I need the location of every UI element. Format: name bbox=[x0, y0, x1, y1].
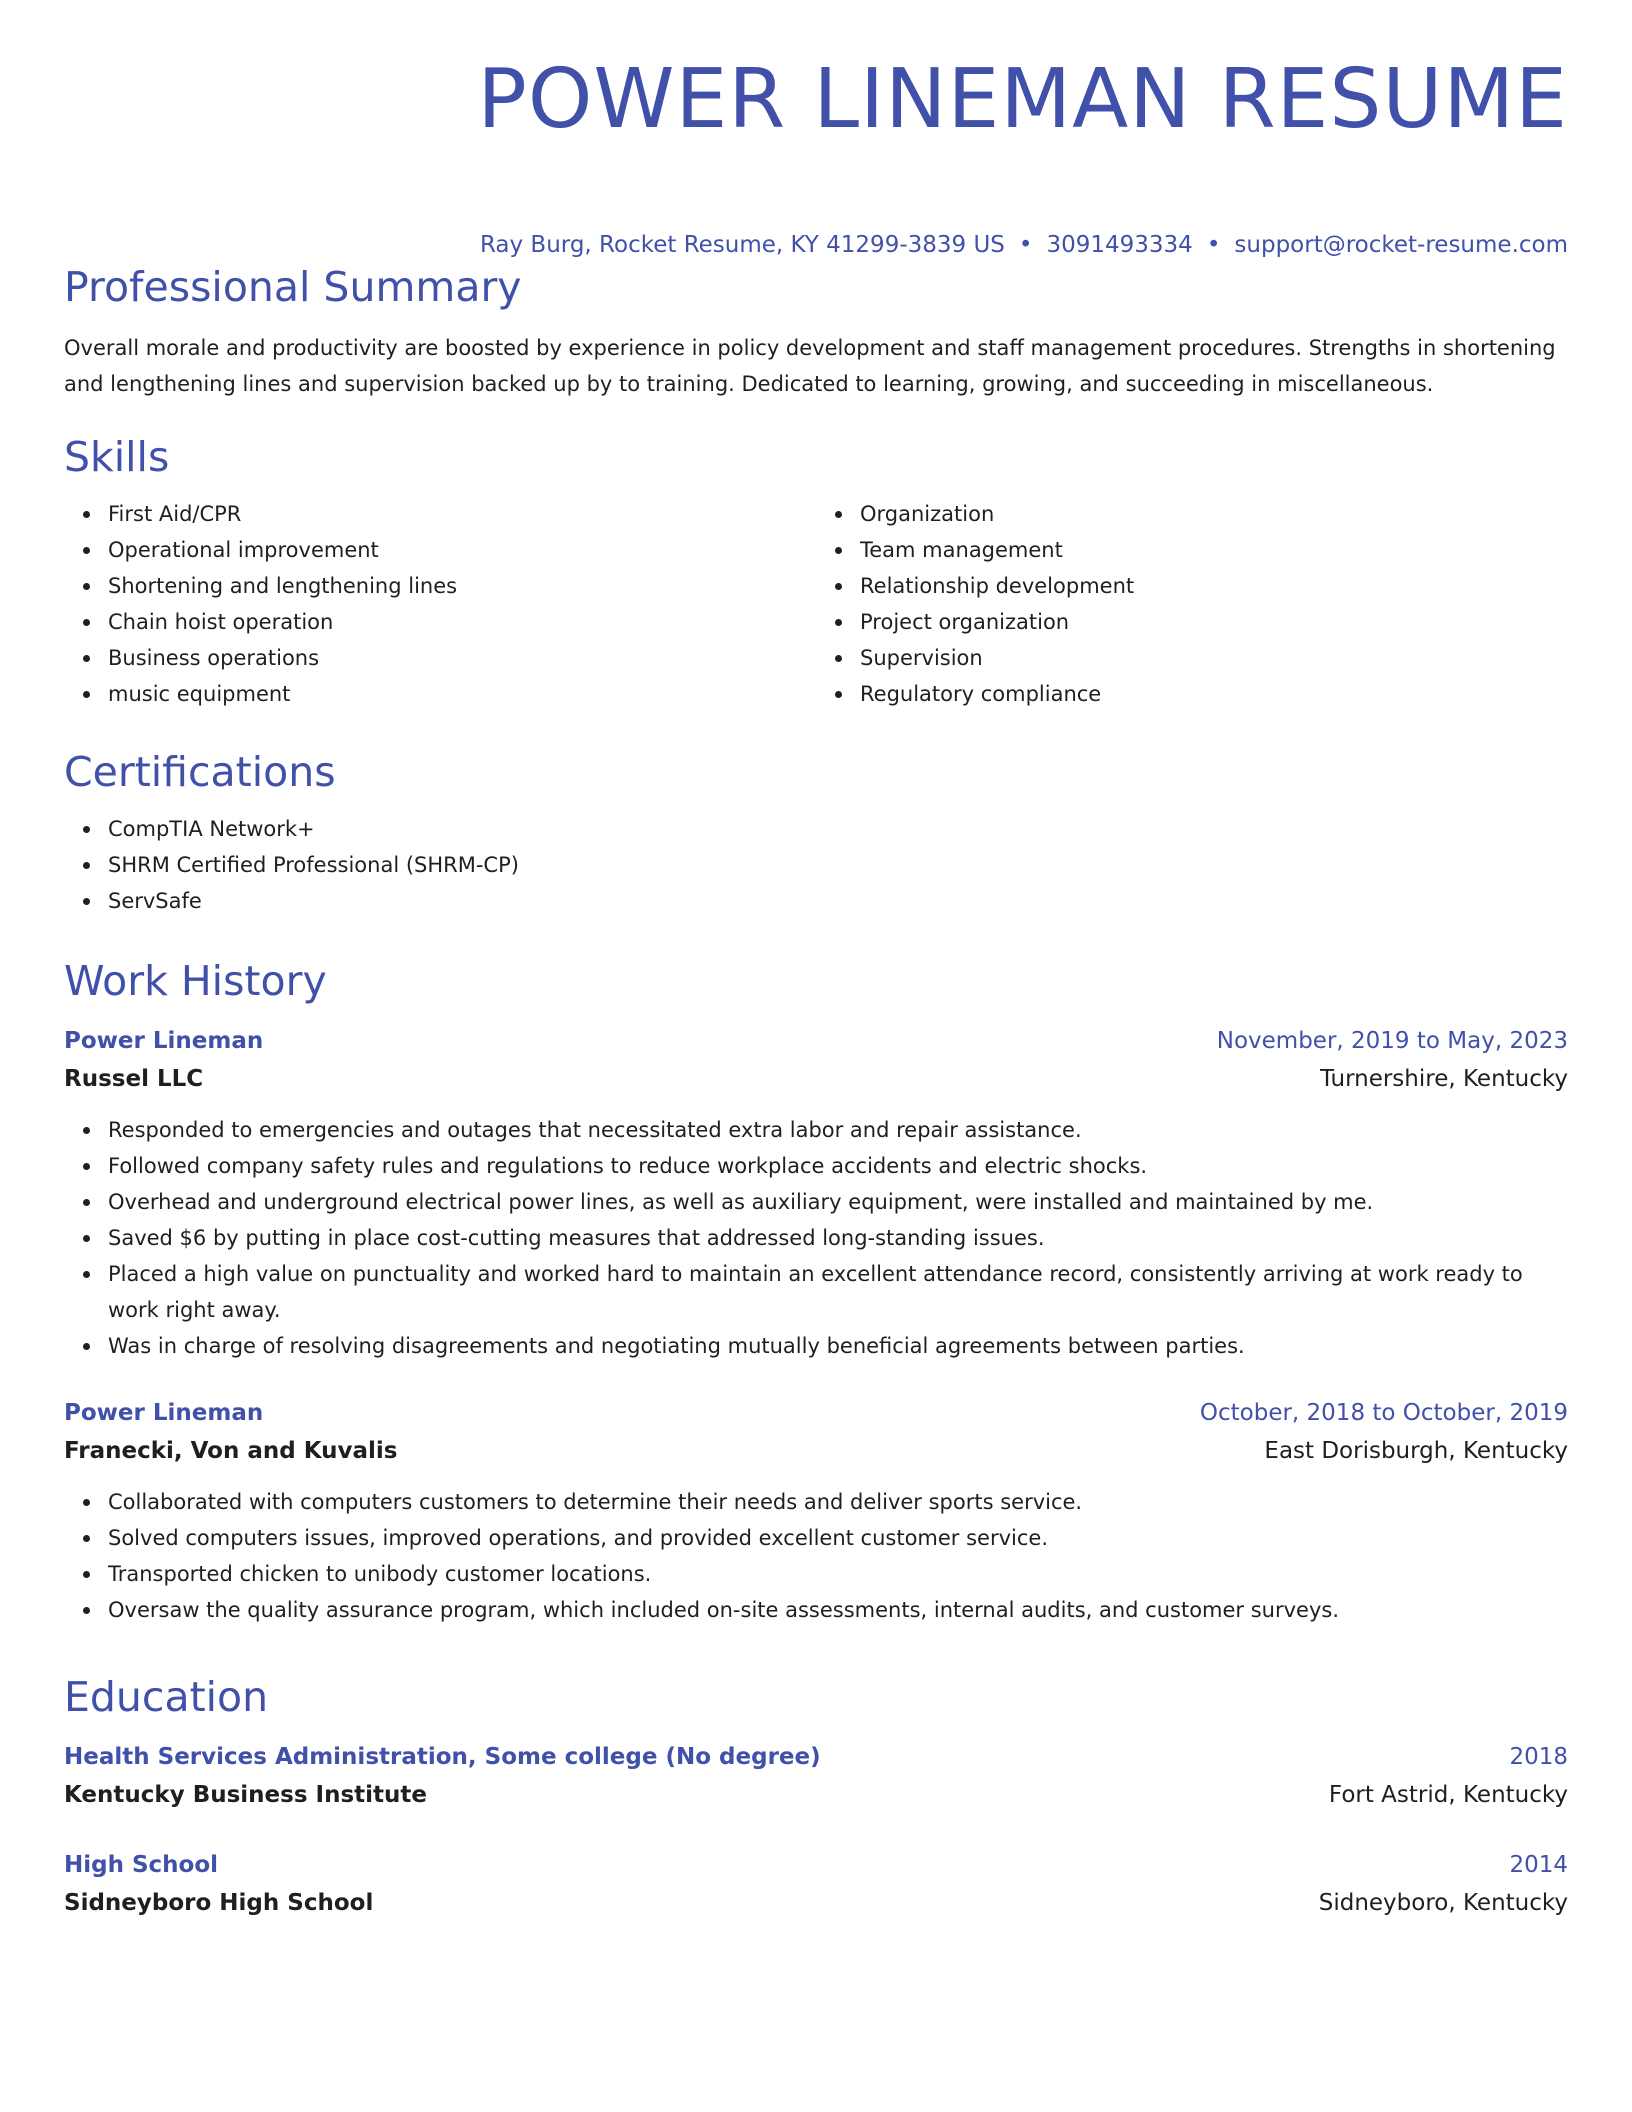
section-heading: Professional Summary bbox=[64, 263, 522, 311]
section-heading: Education bbox=[64, 1673, 269, 1721]
job-bullet: Transported chicken to unibody customer locations. bbox=[108, 1556, 1568, 1592]
job-location: Turnershire, Kentucky bbox=[1319, 1066, 1568, 1092]
contact-address: Ray Burg, Rocket Resume, KY 41299-3839 US bbox=[479, 232, 1005, 258]
job-bullet: Overhead and underground electrical power lines, as well as auxiliary equipment, were installed and maintained by me. bbox=[108, 1184, 1568, 1220]
education-location: Sidneyboro, Kentucky bbox=[1318, 1890, 1568, 1916]
job-entry bbox=[64, 1022, 1568, 1364]
job-employer: Franecki, Von and Kuvalis bbox=[64, 1438, 398, 1464]
job-header-row bbox=[64, 1022, 1568, 1060]
job-dates: November, 2019 to May, 2023 bbox=[1216, 1028, 1568, 1054]
job-bullet: Was in charge of resolving disagreements and negotiating mutually beneficial agreements between parties. bbox=[108, 1328, 1568, 1364]
job-bullet: Responded to emergencies and outages that necessitated extra labor and repair assistance. bbox=[108, 1112, 1568, 1148]
education-header-row bbox=[64, 1846, 1568, 1884]
education-entry bbox=[64, 1846, 1568, 1922]
work-history-section bbox=[64, 956, 1568, 1628]
job-bullet: Saved $6 by putting in place cost-cutting measures that addressed long-standing issues. bbox=[108, 1220, 1568, 1256]
skill-item: Business operations bbox=[108, 640, 816, 676]
job-bullets bbox=[64, 1484, 1568, 1628]
skill-item: Shortening and lengthening lines bbox=[108, 568, 816, 604]
skill-item: Operational improvement bbox=[108, 532, 816, 568]
education-school: Kentucky Business Institute bbox=[64, 1782, 427, 1808]
contact-line bbox=[64, 230, 1568, 260]
education-school-row bbox=[64, 1884, 1568, 1922]
education-school-row bbox=[64, 1776, 1568, 1814]
skill-item: Regulatory compliance bbox=[860, 676, 1568, 712]
job-bullet: Solved computers issues, improved operations, and provided excellent customer service. bbox=[108, 1520, 1568, 1556]
education-location: Fort Astrid, Kentucky bbox=[1328, 1782, 1568, 1808]
certifications-list bbox=[64, 811, 1568, 919]
job-bullet: Placed a high value on punctuality and worked hard to maintain an excellent attendance record, consistently arriving at work ready to work right away. bbox=[108, 1256, 1568, 1328]
job-role: Power Lineman bbox=[64, 1028, 264, 1054]
education-degree: Health Services Administration, Some college (No degree) bbox=[64, 1744, 821, 1770]
job-employer-row bbox=[64, 1060, 1568, 1098]
job-bullet: Oversaw the quality assurance program, which included on-site assessments, internal audits, and customer surveys. bbox=[108, 1592, 1568, 1628]
certification-item: ServSafe bbox=[108, 883, 1568, 919]
skills-columns bbox=[64, 496, 1568, 712]
skill-item: music equipment bbox=[108, 676, 816, 712]
skills-list-left bbox=[64, 496, 816, 712]
job-bullets bbox=[64, 1112, 1568, 1364]
education-year: 2014 bbox=[1509, 1852, 1568, 1878]
skill-item: Project organization bbox=[860, 604, 1568, 640]
skill-item: Relationship development bbox=[860, 568, 1568, 604]
section-heading: Work History bbox=[64, 957, 327, 1005]
job-location: East Dorisburgh, Kentucky bbox=[1264, 1438, 1568, 1464]
job-bullet: Followed company safety rules and regulations to reduce workplace accidents and electric shocks. bbox=[108, 1148, 1568, 1184]
job-header-row bbox=[64, 1394, 1568, 1432]
education-year: 2018 bbox=[1509, 1744, 1568, 1770]
skill-item: Supervision bbox=[860, 640, 1568, 676]
contact-phone: 3091493334 bbox=[1046, 232, 1193, 258]
job-dates: October, 2018 to October, 2019 bbox=[1199, 1400, 1568, 1426]
education-section bbox=[64, 1672, 1568, 1922]
education-school: Sidneyboro High School bbox=[64, 1890, 374, 1916]
certifications-section bbox=[64, 747, 1568, 919]
skill-item: Team management bbox=[860, 532, 1568, 568]
education-entry bbox=[64, 1738, 1568, 1814]
resume-title: POWER LINEMAN RESUME bbox=[477, 52, 1568, 147]
job-bullet: Collaborated with computers customers to determine their needs and deliver sports service. bbox=[108, 1484, 1568, 1520]
section-heading: Certifications bbox=[64, 748, 336, 796]
contact-separator: • bbox=[1018, 232, 1033, 258]
skill-item: First Aid/CPR bbox=[108, 496, 816, 532]
certification-item: CompTIA Network+ bbox=[108, 811, 1568, 847]
skill-item: Organization bbox=[860, 496, 1568, 532]
skills-section bbox=[64, 432, 1568, 712]
job-employer-row bbox=[64, 1432, 1568, 1470]
skill-item: Chain hoist operation bbox=[108, 604, 816, 640]
job-employer: Russel LLC bbox=[64, 1066, 204, 1092]
education-header-row bbox=[64, 1738, 1568, 1776]
summary-text: Overall morale and productivity are boosted by experience in policy development and staff management procedures. Strengths in shortening and lengthening lines and supervision backed up by to training. Dedicated to learning, growing, and succeeding in miscellaneous. bbox=[64, 336, 1556, 396]
professional-summary-section bbox=[64, 262, 1568, 402]
section-heading: Skills bbox=[64, 433, 170, 481]
contact-email: support@rocket-resume.com bbox=[1234, 232, 1568, 258]
skills-list-right bbox=[816, 496, 1568, 712]
certification-item: SHRM Certified Professional (SHRM-CP) bbox=[108, 847, 1568, 883]
contact-separator: • bbox=[1206, 232, 1221, 258]
job-entry bbox=[64, 1394, 1568, 1628]
job-role: Power Lineman bbox=[64, 1400, 264, 1426]
education-degree: High School bbox=[64, 1852, 219, 1878]
